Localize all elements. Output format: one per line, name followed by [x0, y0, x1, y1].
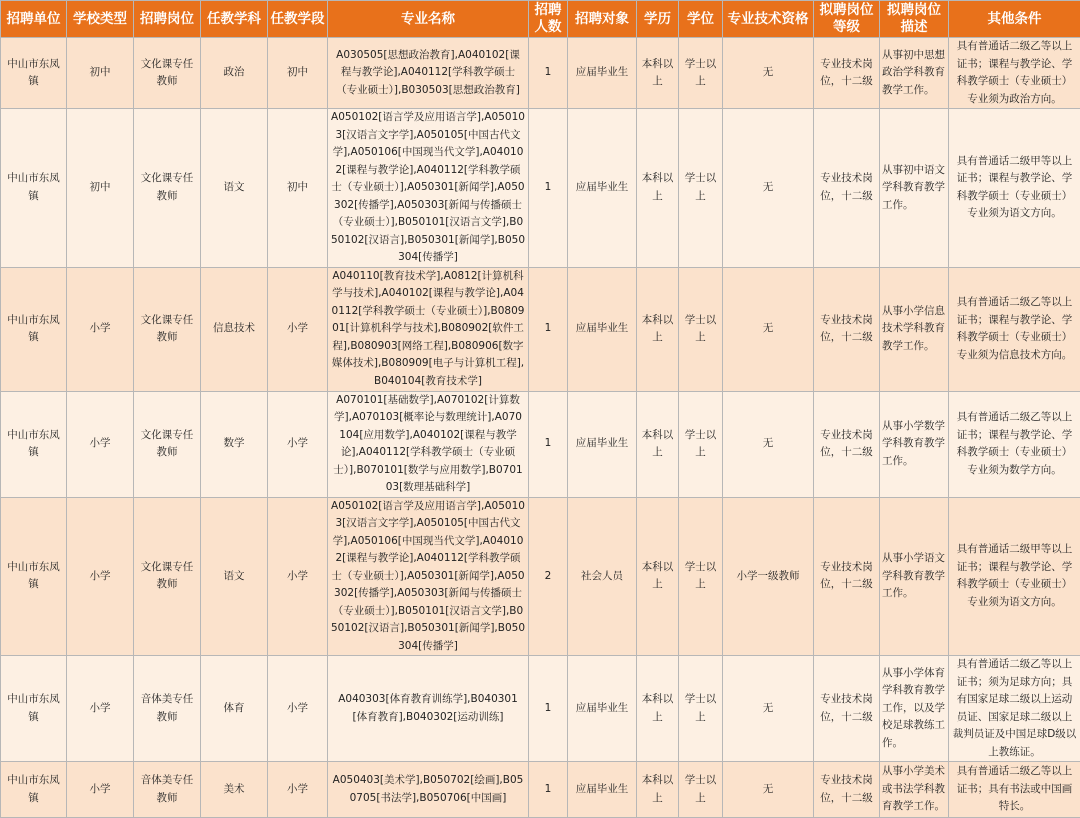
cell-target: 应届毕业生	[568, 109, 637, 268]
cell-subject: 政治	[201, 38, 268, 109]
cell-position: 文化课专任教师	[134, 497, 201, 656]
cell-degree: 学士以上	[679, 762, 723, 818]
cell-level: 专业技术岗位，十二级	[814, 656, 880, 762]
table-row	[1, 109, 1080, 268]
cell-qualification: 无	[723, 38, 814, 109]
cell-degree: 学士以上	[679, 109, 723, 268]
header-other: 其他条件	[949, 1, 1080, 38]
cell-position: 文化课专任教师	[134, 109, 201, 268]
cell-subject: 语文	[201, 497, 268, 656]
cell-target: 应届毕业生	[568, 267, 637, 391]
table-row	[1, 497, 1080, 656]
cell-stage: 小学	[268, 267, 328, 391]
cell-other: 具有普通话二级乙等以上证书；具有书法或中国画特长。	[949, 762, 1080, 818]
cell-other: 具有普通话二级甲等以上证书；课程与教学论、学科教学硕士（专业硕士）专业须为语文方向。	[949, 109, 1080, 268]
cell-school-type: 小学	[67, 762, 134, 818]
cell-major: A040110[教育技术学],A0812[计算机科学与技术],A040102[课程与教学论],A040112[学科教学硕士（专业硕士）],B080901[计算机科学与技术],B080902[软件工程],B080903[网络工程],B080906[数字媒体技术],B080909[电子与计算机工程],B040104[教育技术学]	[328, 267, 529, 391]
header-count: 招聘人数	[529, 1, 568, 38]
cell-count: 1	[529, 109, 568, 268]
table-row	[1, 38, 1080, 109]
cell-position: 文化课专任教师	[134, 38, 201, 109]
cell-level: 专业技术岗位，十二级	[814, 109, 880, 268]
table-row	[1, 391, 1080, 497]
cell-qualification: 无	[723, 762, 814, 818]
cell-stage: 小学	[268, 656, 328, 762]
table-row	[1, 656, 1080, 762]
cell-level: 专业技术岗位，十二级	[814, 38, 880, 109]
table-row	[1, 267, 1080, 391]
cell-qualification: 小学一级教师	[723, 497, 814, 656]
table-row	[1, 762, 1080, 818]
cell-subject: 信息技术	[201, 267, 268, 391]
cell-level: 专业技术岗位，十二级	[814, 497, 880, 656]
cell-stage: 小学	[268, 497, 328, 656]
cell-count: 1	[529, 391, 568, 497]
cell-school-type: 小学	[67, 391, 134, 497]
header-position: 招聘岗位	[134, 1, 201, 38]
cell-education: 本科以上	[637, 497, 679, 656]
header-qualification: 专业技术资格	[723, 1, 814, 38]
cell-other: 具有普通话二级乙等以上证书；须为足球方向；具有国家足球二级以上运动员证、国家足球二级以上裁判员证及中国足球D级以上教练证。	[949, 656, 1080, 762]
cell-major: A050403[美术学],B050702[绘画],B050705[书法学],B050706[中国画]	[328, 762, 529, 818]
header-education: 学历	[637, 1, 679, 38]
cell-major: A050102[语言学及应用语言学],A050103[汉语言文字学],A050105[中国古代文学],A050106[中国现当代文学],A040102[课程与教学论],A040112[学科教学硕士（专业硕士）],A050301[新闻学],A050302[传播学],A050303[新闻与传播硕士（专业硕士）],B050101[汉语言文学],B050102[汉语言],B050301[新闻学],B050304[传播学]	[328, 109, 529, 268]
cell-description: 从事小学语文学科教育教学工作。	[880, 497, 949, 656]
cell-target: 应届毕业生	[568, 762, 637, 818]
cell-description: 从事小学美术或书法学科教育教学工作。	[880, 762, 949, 818]
cell-school-type: 小学	[67, 656, 134, 762]
cell-education: 本科以上	[637, 656, 679, 762]
header-row	[1, 1, 1080, 38]
cell-subject: 美术	[201, 762, 268, 818]
cell-unit: 中山市东凤镇	[1, 656, 67, 762]
cell-qualification: 无	[723, 267, 814, 391]
cell-school-type: 初中	[67, 109, 134, 268]
cell-subject: 语文	[201, 109, 268, 268]
cell-count: 1	[529, 267, 568, 391]
cell-target: 应届毕业生	[568, 656, 637, 762]
header-subject: 任教学科	[201, 1, 268, 38]
header-unit: 招聘单位	[1, 1, 67, 38]
cell-subject: 体育	[201, 656, 268, 762]
cell-unit: 中山市东凤镇	[1, 497, 67, 656]
cell-qualification: 无	[723, 656, 814, 762]
header-target: 招聘对象	[568, 1, 637, 38]
cell-description: 从事初中语文学科教育教学工作。	[880, 109, 949, 268]
cell-major: A030505[思想政治教育],A040102[课程与教学论],A040112[学科教学硕士（专业硕士）],B030503[思想政治教育]	[328, 38, 529, 109]
cell-education: 本科以上	[637, 391, 679, 497]
cell-other: 具有普通话二级甲等以上证书；课程与教学论、学科教学硕士（专业硕士）专业须为语文方向。	[949, 497, 1080, 656]
cell-degree: 学士以上	[679, 391, 723, 497]
cell-unit: 中山市东凤镇	[1, 38, 67, 109]
cell-unit: 中山市东凤镇	[1, 267, 67, 391]
cell-degree: 学士以上	[679, 497, 723, 656]
cell-subject: 数学	[201, 391, 268, 497]
cell-position: 文化课专任教师	[134, 391, 201, 497]
cell-other: 具有普通话二级乙等以上证书；课程与教学论、学科教学硕士（专业硕士）专业须为数学方向。	[949, 391, 1080, 497]
header-level: 拟聘岗位等级	[814, 1, 880, 38]
cell-stage: 初中	[268, 109, 328, 268]
cell-unit: 中山市东凤镇	[1, 109, 67, 268]
cell-unit: 中山市东凤镇	[1, 391, 67, 497]
cell-description: 从事小学数学学科教育教学工作。	[880, 391, 949, 497]
cell-major: A050102[语言学及应用语言学],A050103[汉语言文字学],A050105[中国古代文学],A050106[中国现当代文学],A040102[课程与教学论],A040112[学科教学硕士（专业硕士）],A050301[新闻学],A050302[传播学],A050303[新闻与传播硕士（专业硕士）],B050101[汉语言文学],B050102[汉语言],B050301[新闻学],B050304[传播学]	[328, 497, 529, 656]
cell-level: 专业技术岗位，十二级	[814, 762, 880, 818]
cell-target: 应届毕业生	[568, 391, 637, 497]
header-degree: 学位	[679, 1, 723, 38]
cell-education: 本科以上	[637, 109, 679, 268]
header-major: 专业名称	[328, 1, 529, 38]
cell-major: A070101[基础数学],A070102[计算数学],A070103[概率论与数理统计],A070104[应用数学],A040102[课程与教学论],A040112[学科教学硕士（专业硕士）],B070101[数学与应用数学],B070103[数理基础科学]	[328, 391, 529, 497]
cell-stage: 小学	[268, 762, 328, 818]
cell-target: 社会人员	[568, 497, 637, 656]
cell-level: 专业技术岗位，十二级	[814, 391, 880, 497]
cell-qualification: 无	[723, 109, 814, 268]
cell-degree: 学士以上	[679, 656, 723, 762]
cell-degree: 学士以上	[679, 38, 723, 109]
cell-target: 应届毕业生	[568, 38, 637, 109]
cell-count: 2	[529, 497, 568, 656]
header-description: 拟聘岗位描述	[880, 1, 949, 38]
cell-education: 本科以上	[637, 38, 679, 109]
cell-description: 从事初中思想政治学科教育教学工作。	[880, 38, 949, 109]
cell-school-type: 小学	[67, 497, 134, 656]
cell-position: 文化课专任教师	[134, 267, 201, 391]
cell-description: 从事小学体育学科教育教学工作，以及学校足球教练工作。	[880, 656, 949, 762]
cell-position: 音体美专任教师	[134, 762, 201, 818]
cell-unit: 中山市东凤镇	[1, 762, 67, 818]
cell-position: 音体美专任教师	[134, 656, 201, 762]
cell-qualification: 无	[723, 391, 814, 497]
cell-other: 具有普通话二级乙等以上证书；课程与教学论、学科教学硕士（专业硕士）专业须为信息技术方向。	[949, 267, 1080, 391]
cell-count: 1	[529, 762, 568, 818]
header-stage: 任教学段	[268, 1, 328, 38]
cell-count: 1	[529, 656, 568, 762]
cell-school-type: 初中	[67, 38, 134, 109]
cell-description: 从事小学信息技术学科教育教学工作。	[880, 267, 949, 391]
header-school-type: 学校类型	[67, 1, 134, 38]
cell-major: A040303[体育教育训练学],B040301[体育教育],B040302[运动训练]	[328, 656, 529, 762]
cell-count: 1	[529, 38, 568, 109]
cell-education: 本科以上	[637, 762, 679, 818]
cell-degree: 学士以上	[679, 267, 723, 391]
cell-stage: 初中	[268, 38, 328, 109]
cell-other: 具有普通话二级乙等以上证书；课程与教学论、学科教学硕士（专业硕士）专业须为政治方向。	[949, 38, 1080, 109]
cell-school-type: 小学	[67, 267, 134, 391]
cell-level: 专业技术岗位，十二级	[814, 267, 880, 391]
cell-education: 本科以上	[637, 267, 679, 391]
cell-stage: 小学	[268, 391, 328, 497]
